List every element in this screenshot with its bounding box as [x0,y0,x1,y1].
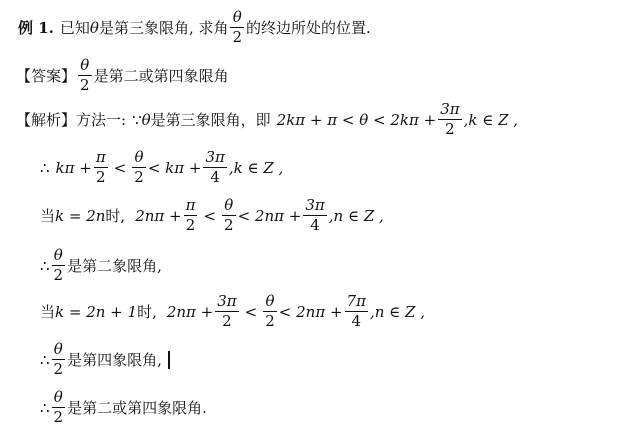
fraction-denominator: 2 [134,168,144,186]
conclusion2-line [40,342,170,377]
fraction-numerator: 3π [205,148,225,166]
because-symbol: ∵ [132,110,142,129]
fraction-numerator: 3π [440,100,460,118]
case1-fraction-3 [303,198,326,233]
case1-mid: < 2nπ + [237,206,302,225]
case2-condition: k = 2n + 1 [55,302,138,321]
fraction-denominator: 2 [80,76,90,94]
case2-mid: < 2nπ + [278,302,343,321]
conclusion3-fraction [52,390,66,425]
conclusion1-text: 是第二象限角, [67,257,162,275]
conclusion2-fraction [52,342,66,377]
case2-expr: 2nπ + [166,302,214,321]
step1-fraction-1 [94,150,108,185]
case1-prefix: 当 [40,207,56,225]
case2-fraction-2 [263,294,277,329]
fraction-denominator: 2 [53,408,64,426]
conclusion1-fraction [52,248,66,283]
case2-fraction-1 [215,294,238,329]
step1-expr: kπ + [55,158,92,177]
therefore-symbol: ∴ [40,350,50,369]
fraction-denominator: 4 [351,312,361,330]
fraction-numerator: θ [53,388,63,406]
fraction-numerator: θ [224,196,234,214]
fraction-denominator: 2 [222,312,232,330]
conclusion3-text: 是第二或第四象限角. [67,399,207,417]
case2-prefix: 当 [40,303,56,321]
three-pi-over-two-fraction [438,102,461,137]
case1-expr: 2nπ + [135,206,182,225]
fraction-numerator: 7π [346,292,366,310]
half-theta-fraction [230,10,244,45]
case1-condition: k = 2n [55,206,106,225]
case2-line [40,294,425,329]
fraction-numerator: θ [80,56,90,74]
conclusion3-line [40,390,207,425]
fraction-numerator: 3π [305,196,325,214]
analysis-method: 方法一: [76,111,127,129]
fraction-denominator: 2 [96,168,106,186]
analysis-text-1: 是第三象限角，即 [150,111,271,129]
less-than: < [203,206,217,225]
fraction-denominator: 2 [445,120,455,138]
fraction-denominator: 4 [310,216,320,234]
fraction-numerator: θ [134,148,144,166]
fraction-denominator: 2 [53,360,64,378]
less-than: < [244,302,258,321]
case2-time: 时, [137,303,157,321]
fraction-numerator: θ [53,340,63,358]
therefore-symbol: ∴ [40,398,50,417]
conclusion2-text: 是第四象限角, [67,351,162,369]
fraction-numerator: π [95,148,106,166]
fraction-numerator: 3π [217,292,237,310]
analysis-line [16,102,518,137]
analysis-label: 【解析】 [16,111,77,129]
analysis-inequality: 2kπ + π < θ < 2kπ + [276,110,437,129]
therefore-symbol: ∴ [40,158,50,177]
fraction-numerator: π [185,196,196,214]
example-text-1: 已知 [59,19,90,37]
answer-label: 【答案】 [16,67,77,85]
fraction-denominator: 2 [53,266,64,284]
step1-mid: < kπ + [147,158,202,177]
fraction-denominator: 2 [265,312,275,330]
step1-fraction-3 [203,150,226,185]
case2-fraction-3 [345,294,368,329]
example-line [18,10,371,45]
case1-fraction-2 [222,198,236,233]
case2-tail: ,n ∈ Z , [369,302,425,321]
step1-fraction-2 [132,150,146,185]
example-label: 例 1. [18,19,54,37]
theta-symbol: θ [89,18,99,37]
case1-fraction-1 [184,198,198,233]
therefore-symbol: ∴ [40,256,50,275]
fraction-numerator: θ [53,246,63,264]
answer-line [16,58,229,93]
case1-tail: ,n ∈ Z , [328,206,384,225]
answer-text: 是第二或第四象限角 [93,67,229,85]
theta-symbol: θ [141,110,151,129]
answer-fraction [78,58,92,93]
fraction-denominator: 2 [232,28,243,46]
less-than: < [113,158,127,177]
example-text-3: 的终边所处的位置. [246,19,371,37]
analysis-tail: ,k ∈ Z , [463,110,519,129]
fraction-denominator: 2 [185,216,196,234]
step1-tail: ,k ∈ Z , [228,158,284,177]
text-cursor[interactable] [168,351,170,369]
fraction-numerator: θ [232,8,242,26]
case1-time: 时, [105,207,126,225]
conclusion1-line [40,248,162,283]
fraction-denominator: 2 [224,216,234,234]
example-text-2: 是第三象限角, 求角 [98,19,229,37]
case1-line [40,198,384,233]
fraction-denominator: 4 [210,168,220,186]
fraction-numerator: θ [265,292,275,310]
step1-line [40,150,283,185]
